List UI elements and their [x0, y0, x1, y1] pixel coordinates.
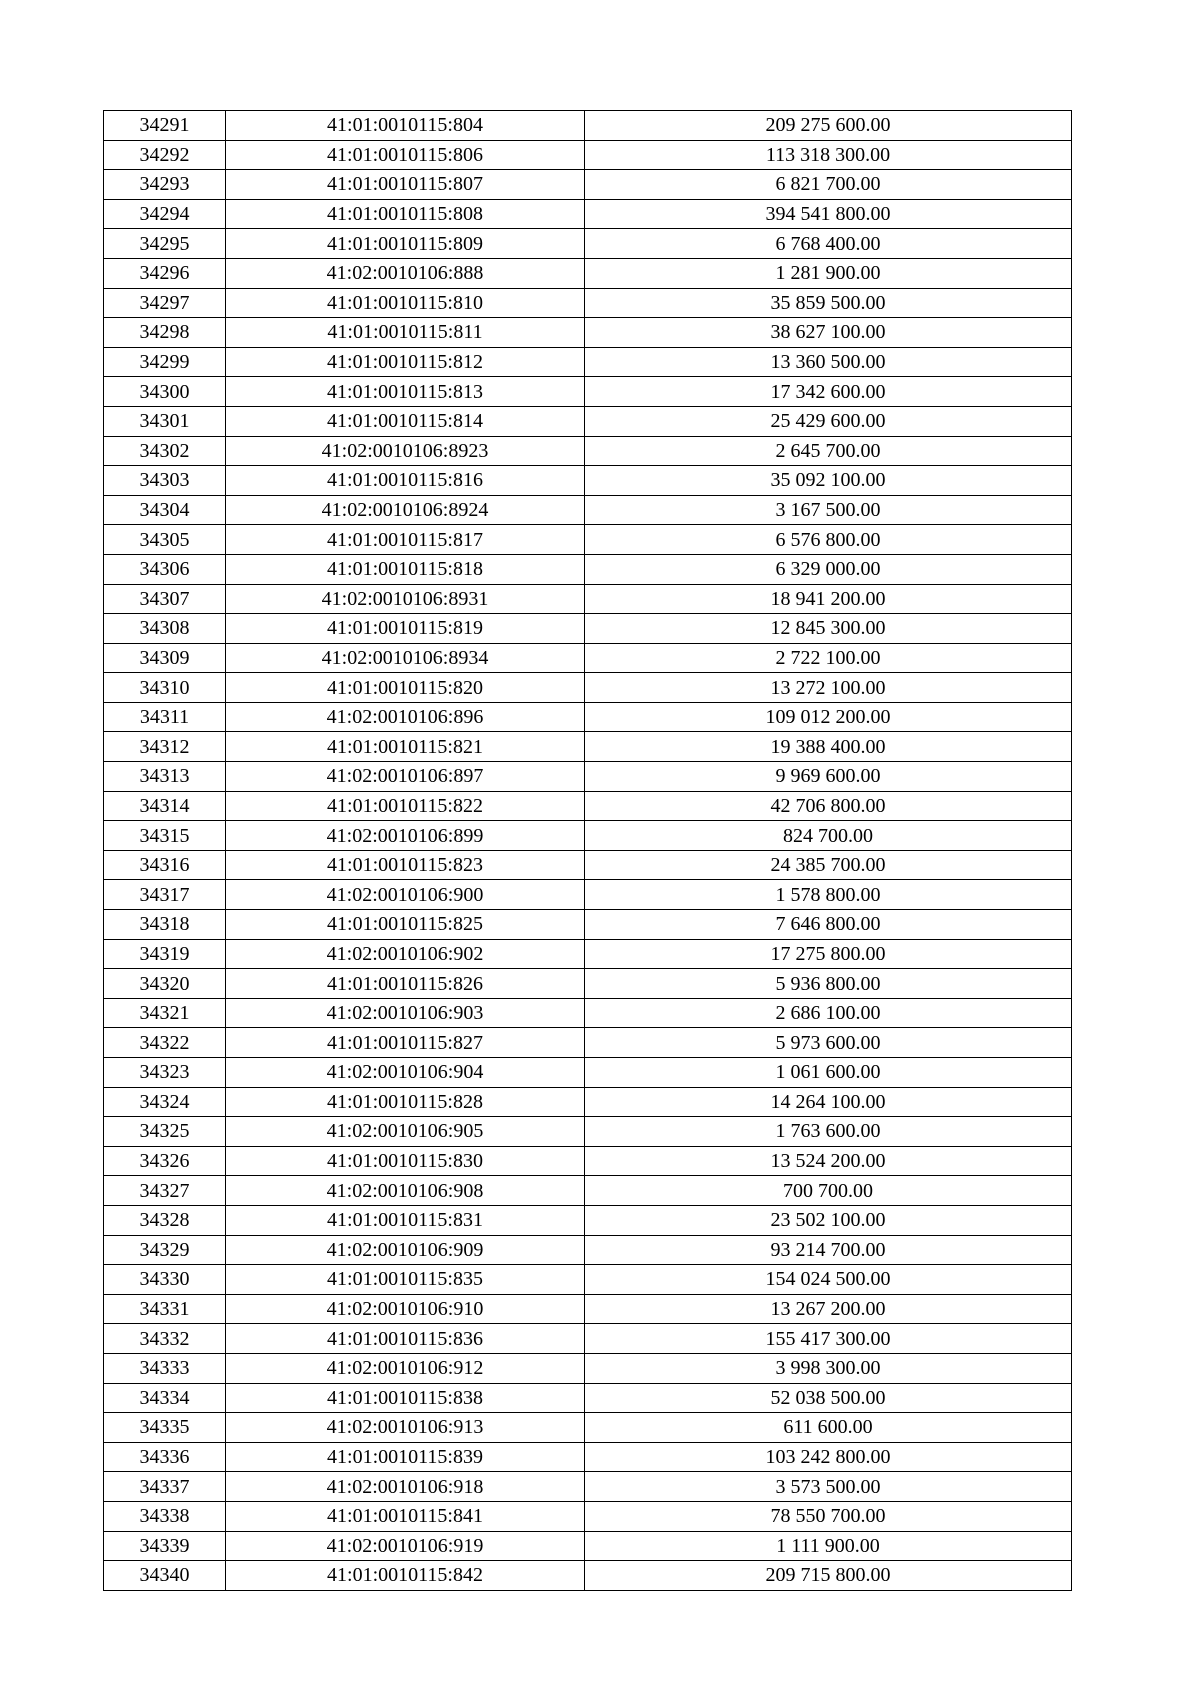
cadastral-number-cell: 41:01:0010115:814	[226, 406, 585, 436]
cadastral-value-cell: 209 715 800.00	[585, 1561, 1072, 1591]
cadastral-number-cell: 41:02:0010106:896	[226, 702, 585, 732]
cadastral-number-cell: 41:02:0010106:8934	[226, 643, 585, 673]
row-number-cell: 34324	[104, 1087, 226, 1117]
row-number-cell: 34303	[104, 466, 226, 496]
cadastral-number-cell: 41:01:0010115:828	[226, 1087, 585, 1117]
table-row	[104, 850, 1072, 880]
cadastral-number-cell: 41:01:0010115:831	[226, 1205, 585, 1235]
row-number-cell: 34323	[104, 1058, 226, 1088]
cadastral-value-cell: 394 541 800.00	[585, 199, 1072, 229]
cadastral-value-cell: 12 845 300.00	[585, 614, 1072, 644]
row-number-cell: 34325	[104, 1117, 226, 1147]
cadastral-number-cell: 41:02:0010106:913	[226, 1413, 585, 1443]
table-row	[104, 998, 1072, 1028]
cadastral-number-cell: 41:02:0010106:903	[226, 998, 585, 1028]
table-row	[104, 821, 1072, 851]
table-row	[104, 466, 1072, 496]
cadastral-value-cell: 1 061 600.00	[585, 1058, 1072, 1088]
cadastral-number-cell: 41:01:0010115:835	[226, 1265, 585, 1295]
cadastral-number-cell: 41:02:0010106:888	[226, 258, 585, 288]
row-number-cell: 34301	[104, 406, 226, 436]
cadastral-number-cell: 41:02:0010106:909	[226, 1235, 585, 1265]
cadastral-value-cell: 3 998 300.00	[585, 1353, 1072, 1383]
row-number-cell: 34320	[104, 969, 226, 999]
cadastral-number-cell: 41:01:0010115:827	[226, 1028, 585, 1058]
cadastral-value-cell: 5 973 600.00	[585, 1028, 1072, 1058]
cadastral-number-cell: 41:01:0010115:807	[226, 170, 585, 200]
cadastral-number-cell: 41:01:0010115:838	[226, 1383, 585, 1413]
table-row	[104, 1294, 1072, 1324]
table-row	[104, 258, 1072, 288]
table-row	[104, 1058, 1072, 1088]
row-number-cell: 34338	[104, 1501, 226, 1531]
row-number-cell: 34337	[104, 1472, 226, 1502]
table-row	[104, 1501, 1072, 1531]
cadastral-number-cell: 41:02:0010106:8931	[226, 584, 585, 614]
cadastral-value-cell: 154 024 500.00	[585, 1265, 1072, 1295]
row-number-cell: 34328	[104, 1205, 226, 1235]
table-row	[104, 318, 1072, 348]
cadastral-number-cell: 41:02:0010106:905	[226, 1117, 585, 1147]
cadastral-value-cell: 109 012 200.00	[585, 702, 1072, 732]
cadastral-value-cell: 14 264 100.00	[585, 1087, 1072, 1117]
row-number-cell: 34308	[104, 614, 226, 644]
table-row	[104, 1561, 1072, 1591]
table-row	[104, 880, 1072, 910]
cadastral-number-cell: 41:02:0010106:908	[226, 1176, 585, 1206]
table-body	[104, 111, 1072, 1591]
cadastral-number-cell: 41:02:0010106:899	[226, 821, 585, 851]
cadastral-value-cell: 824 700.00	[585, 821, 1072, 851]
cadastral-value-cell: 103 242 800.00	[585, 1442, 1072, 1472]
cadastral-number-cell: 41:01:0010115:836	[226, 1324, 585, 1354]
cadastral-value-cell: 17 342 600.00	[585, 377, 1072, 407]
cadastral-number-cell: 41:02:0010106:8923	[226, 436, 585, 466]
table-row	[104, 495, 1072, 525]
row-number-cell: 34304	[104, 495, 226, 525]
row-number-cell: 34317	[104, 880, 226, 910]
cadastral-number-cell: 41:01:0010115:826	[226, 969, 585, 999]
row-number-cell: 34318	[104, 910, 226, 940]
cadastral-number-cell: 41:01:0010115:839	[226, 1442, 585, 1472]
cadastral-value-cell: 13 267 200.00	[585, 1294, 1072, 1324]
table-row	[104, 1531, 1072, 1561]
table-row	[104, 525, 1072, 555]
row-number-cell: 34302	[104, 436, 226, 466]
table-row	[104, 229, 1072, 259]
table-row	[104, 791, 1072, 821]
row-number-cell: 34329	[104, 1235, 226, 1265]
cadastral-number-cell: 41:02:0010106:902	[226, 939, 585, 969]
table-row	[104, 702, 1072, 732]
row-number-cell: 34331	[104, 1294, 226, 1324]
table-row	[104, 643, 1072, 673]
row-number-cell: 34333	[104, 1353, 226, 1383]
cadastral-number-cell: 41:01:0010115:810	[226, 288, 585, 318]
cadastral-value-cell: 6 329 000.00	[585, 554, 1072, 584]
cadastral-value-cell: 7 646 800.00	[585, 910, 1072, 940]
cadastral-value-cell: 23 502 100.00	[585, 1205, 1072, 1235]
cadastral-value-cell: 42 706 800.00	[585, 791, 1072, 821]
table-row	[104, 614, 1072, 644]
cadastral-value-cell: 6 768 400.00	[585, 229, 1072, 259]
cadastral-value-cell: 155 417 300.00	[585, 1324, 1072, 1354]
row-number-cell: 34305	[104, 525, 226, 555]
cadastral-number-cell: 41:01:0010115:811	[226, 318, 585, 348]
table-row	[104, 1324, 1072, 1354]
cadastral-number-cell: 41:01:0010115:818	[226, 554, 585, 584]
row-number-cell: 34299	[104, 347, 226, 377]
table-row	[104, 1442, 1072, 1472]
cadastral-number-cell: 41:01:0010115:841	[226, 1501, 585, 1531]
row-number-cell: 34296	[104, 258, 226, 288]
cadastral-number-cell: 41:01:0010115:819	[226, 614, 585, 644]
table-row	[104, 732, 1072, 762]
row-number-cell: 34306	[104, 554, 226, 584]
cadastral-value-cell: 13 524 200.00	[585, 1146, 1072, 1176]
row-number-cell: 34292	[104, 140, 226, 170]
cadastral-value-cell: 18 941 200.00	[585, 584, 1072, 614]
cadastral-number-cell: 41:01:0010115:817	[226, 525, 585, 555]
cadastral-value-cell: 35 859 500.00	[585, 288, 1072, 318]
cadastral-value-cell: 13 272 100.00	[585, 673, 1072, 703]
row-number-cell: 34326	[104, 1146, 226, 1176]
cadastral-value-cell: 5 936 800.00	[585, 969, 1072, 999]
cadastral-value-cell: 52 038 500.00	[585, 1383, 1072, 1413]
table-row	[104, 969, 1072, 999]
cadastral-value-cell: 38 627 100.00	[585, 318, 1072, 348]
table-row	[104, 1472, 1072, 1502]
table-row	[104, 140, 1072, 170]
row-number-cell: 34293	[104, 170, 226, 200]
row-number-cell: 34309	[104, 643, 226, 673]
table-row	[104, 762, 1072, 792]
cadastral-number-cell: 41:01:0010115:812	[226, 347, 585, 377]
row-number-cell: 34322	[104, 1028, 226, 1058]
table-row	[104, 1028, 1072, 1058]
table-row	[104, 1383, 1072, 1413]
row-number-cell: 34300	[104, 377, 226, 407]
cadastral-number-cell: 41:01:0010115:821	[226, 732, 585, 762]
cadastral-value-cell: 93 214 700.00	[585, 1235, 1072, 1265]
row-number-cell: 34291	[104, 111, 226, 141]
cadastral-value-cell: 78 550 700.00	[585, 1501, 1072, 1531]
table-row	[104, 377, 1072, 407]
cadastral-value-cell: 9 969 600.00	[585, 762, 1072, 792]
cadastral-value-cell: 1 578 800.00	[585, 880, 1072, 910]
table-row	[104, 111, 1072, 141]
table-row	[104, 1205, 1072, 1235]
cadastral-value-cell: 2 686 100.00	[585, 998, 1072, 1028]
row-number-cell: 34312	[104, 732, 226, 762]
table-row	[104, 347, 1072, 377]
cadastral-value-table	[103, 110, 1072, 1591]
row-number-cell: 34332	[104, 1324, 226, 1354]
cadastral-number-cell: 41:01:0010115:813	[226, 377, 585, 407]
cadastral-value-cell: 3 573 500.00	[585, 1472, 1072, 1502]
cadastral-value-cell: 2 722 100.00	[585, 643, 1072, 673]
cadastral-number-cell: 41:02:0010106:8924	[226, 495, 585, 525]
cadastral-number-cell: 41:01:0010115:842	[226, 1561, 585, 1591]
cadastral-value-cell: 209 275 600.00	[585, 111, 1072, 141]
row-number-cell: 34339	[104, 1531, 226, 1561]
cadastral-value-cell: 113 318 300.00	[585, 140, 1072, 170]
row-number-cell: 34313	[104, 762, 226, 792]
table-row	[104, 170, 1072, 200]
table-row	[104, 199, 1072, 229]
row-number-cell: 34294	[104, 199, 226, 229]
cadastral-value-cell: 17 275 800.00	[585, 939, 1072, 969]
cadastral-number-cell: 41:02:0010106:910	[226, 1294, 585, 1324]
table-row	[104, 584, 1072, 614]
cadastral-value-cell: 6 576 800.00	[585, 525, 1072, 555]
row-number-cell: 34321	[104, 998, 226, 1028]
cadastral-number-cell: 41:02:0010106:904	[226, 1058, 585, 1088]
cadastral-value-cell: 1 111 900.00	[585, 1531, 1072, 1561]
row-number-cell: 34316	[104, 850, 226, 880]
row-number-cell: 34297	[104, 288, 226, 318]
cadastral-number-cell: 41:01:0010115:816	[226, 466, 585, 496]
cadastral-number-cell: 41:02:0010106:919	[226, 1531, 585, 1561]
table-row	[104, 1176, 1072, 1206]
table-row	[104, 1235, 1072, 1265]
cadastral-number-cell: 41:02:0010106:897	[226, 762, 585, 792]
row-number-cell: 34340	[104, 1561, 226, 1591]
cadastral-number-cell: 41:02:0010106:900	[226, 880, 585, 910]
cadastral-value-cell: 25 429 600.00	[585, 406, 1072, 436]
cadastral-number-cell: 41:01:0010115:820	[226, 673, 585, 703]
cadastral-value-cell: 1 763 600.00	[585, 1117, 1072, 1147]
table-row	[104, 554, 1072, 584]
row-number-cell: 34310	[104, 673, 226, 703]
cadastral-value-cell: 1 281 900.00	[585, 258, 1072, 288]
cadastral-value-cell: 24 385 700.00	[585, 850, 1072, 880]
row-number-cell: 34298	[104, 318, 226, 348]
table-row	[104, 939, 1072, 969]
row-number-cell: 34307	[104, 584, 226, 614]
table-row	[104, 1413, 1072, 1443]
table-row	[104, 1087, 1072, 1117]
table-row	[104, 1146, 1072, 1176]
cadastral-value-cell: 19 388 400.00	[585, 732, 1072, 762]
cadastral-number-cell: 41:01:0010115:804	[226, 111, 585, 141]
row-number-cell: 34336	[104, 1442, 226, 1472]
row-number-cell: 34314	[104, 791, 226, 821]
table-row	[104, 1117, 1072, 1147]
cadastral-value-cell: 2 645 700.00	[585, 436, 1072, 466]
cadastral-number-cell: 41:01:0010115:806	[226, 140, 585, 170]
cadastral-number-cell: 41:02:0010106:912	[226, 1353, 585, 1383]
cadastral-value-cell: 611 600.00	[585, 1413, 1072, 1443]
cadastral-value-cell: 6 821 700.00	[585, 170, 1072, 200]
row-number-cell: 34311	[104, 702, 226, 732]
row-number-cell: 34327	[104, 1176, 226, 1206]
cadastral-value-cell: 700 700.00	[585, 1176, 1072, 1206]
table-row	[104, 910, 1072, 940]
row-number-cell: 34315	[104, 821, 226, 851]
row-number-cell: 34295	[104, 229, 226, 259]
table-row	[104, 436, 1072, 466]
cadastral-number-cell: 41:01:0010115:822	[226, 791, 585, 821]
table-row	[104, 406, 1072, 436]
cadastral-value-cell: 13 360 500.00	[585, 347, 1072, 377]
cadastral-number-cell: 41:01:0010115:823	[226, 850, 585, 880]
cadastral-number-cell: 41:01:0010115:825	[226, 910, 585, 940]
cadastral-number-cell: 41:01:0010115:809	[226, 229, 585, 259]
cadastral-value-cell: 35 092 100.00	[585, 466, 1072, 496]
cadastral-number-cell: 41:01:0010115:808	[226, 199, 585, 229]
cadastral-value-cell: 3 167 500.00	[585, 495, 1072, 525]
table-row	[104, 1265, 1072, 1295]
cadastral-number-cell: 41:01:0010115:830	[226, 1146, 585, 1176]
cadastral-number-cell: 41:02:0010106:918	[226, 1472, 585, 1502]
row-number-cell: 34335	[104, 1413, 226, 1443]
table-row	[104, 288, 1072, 318]
table-row	[104, 1353, 1072, 1383]
row-number-cell: 34319	[104, 939, 226, 969]
table-row	[104, 673, 1072, 703]
row-number-cell: 34330	[104, 1265, 226, 1295]
row-number-cell: 34334	[104, 1383, 226, 1413]
